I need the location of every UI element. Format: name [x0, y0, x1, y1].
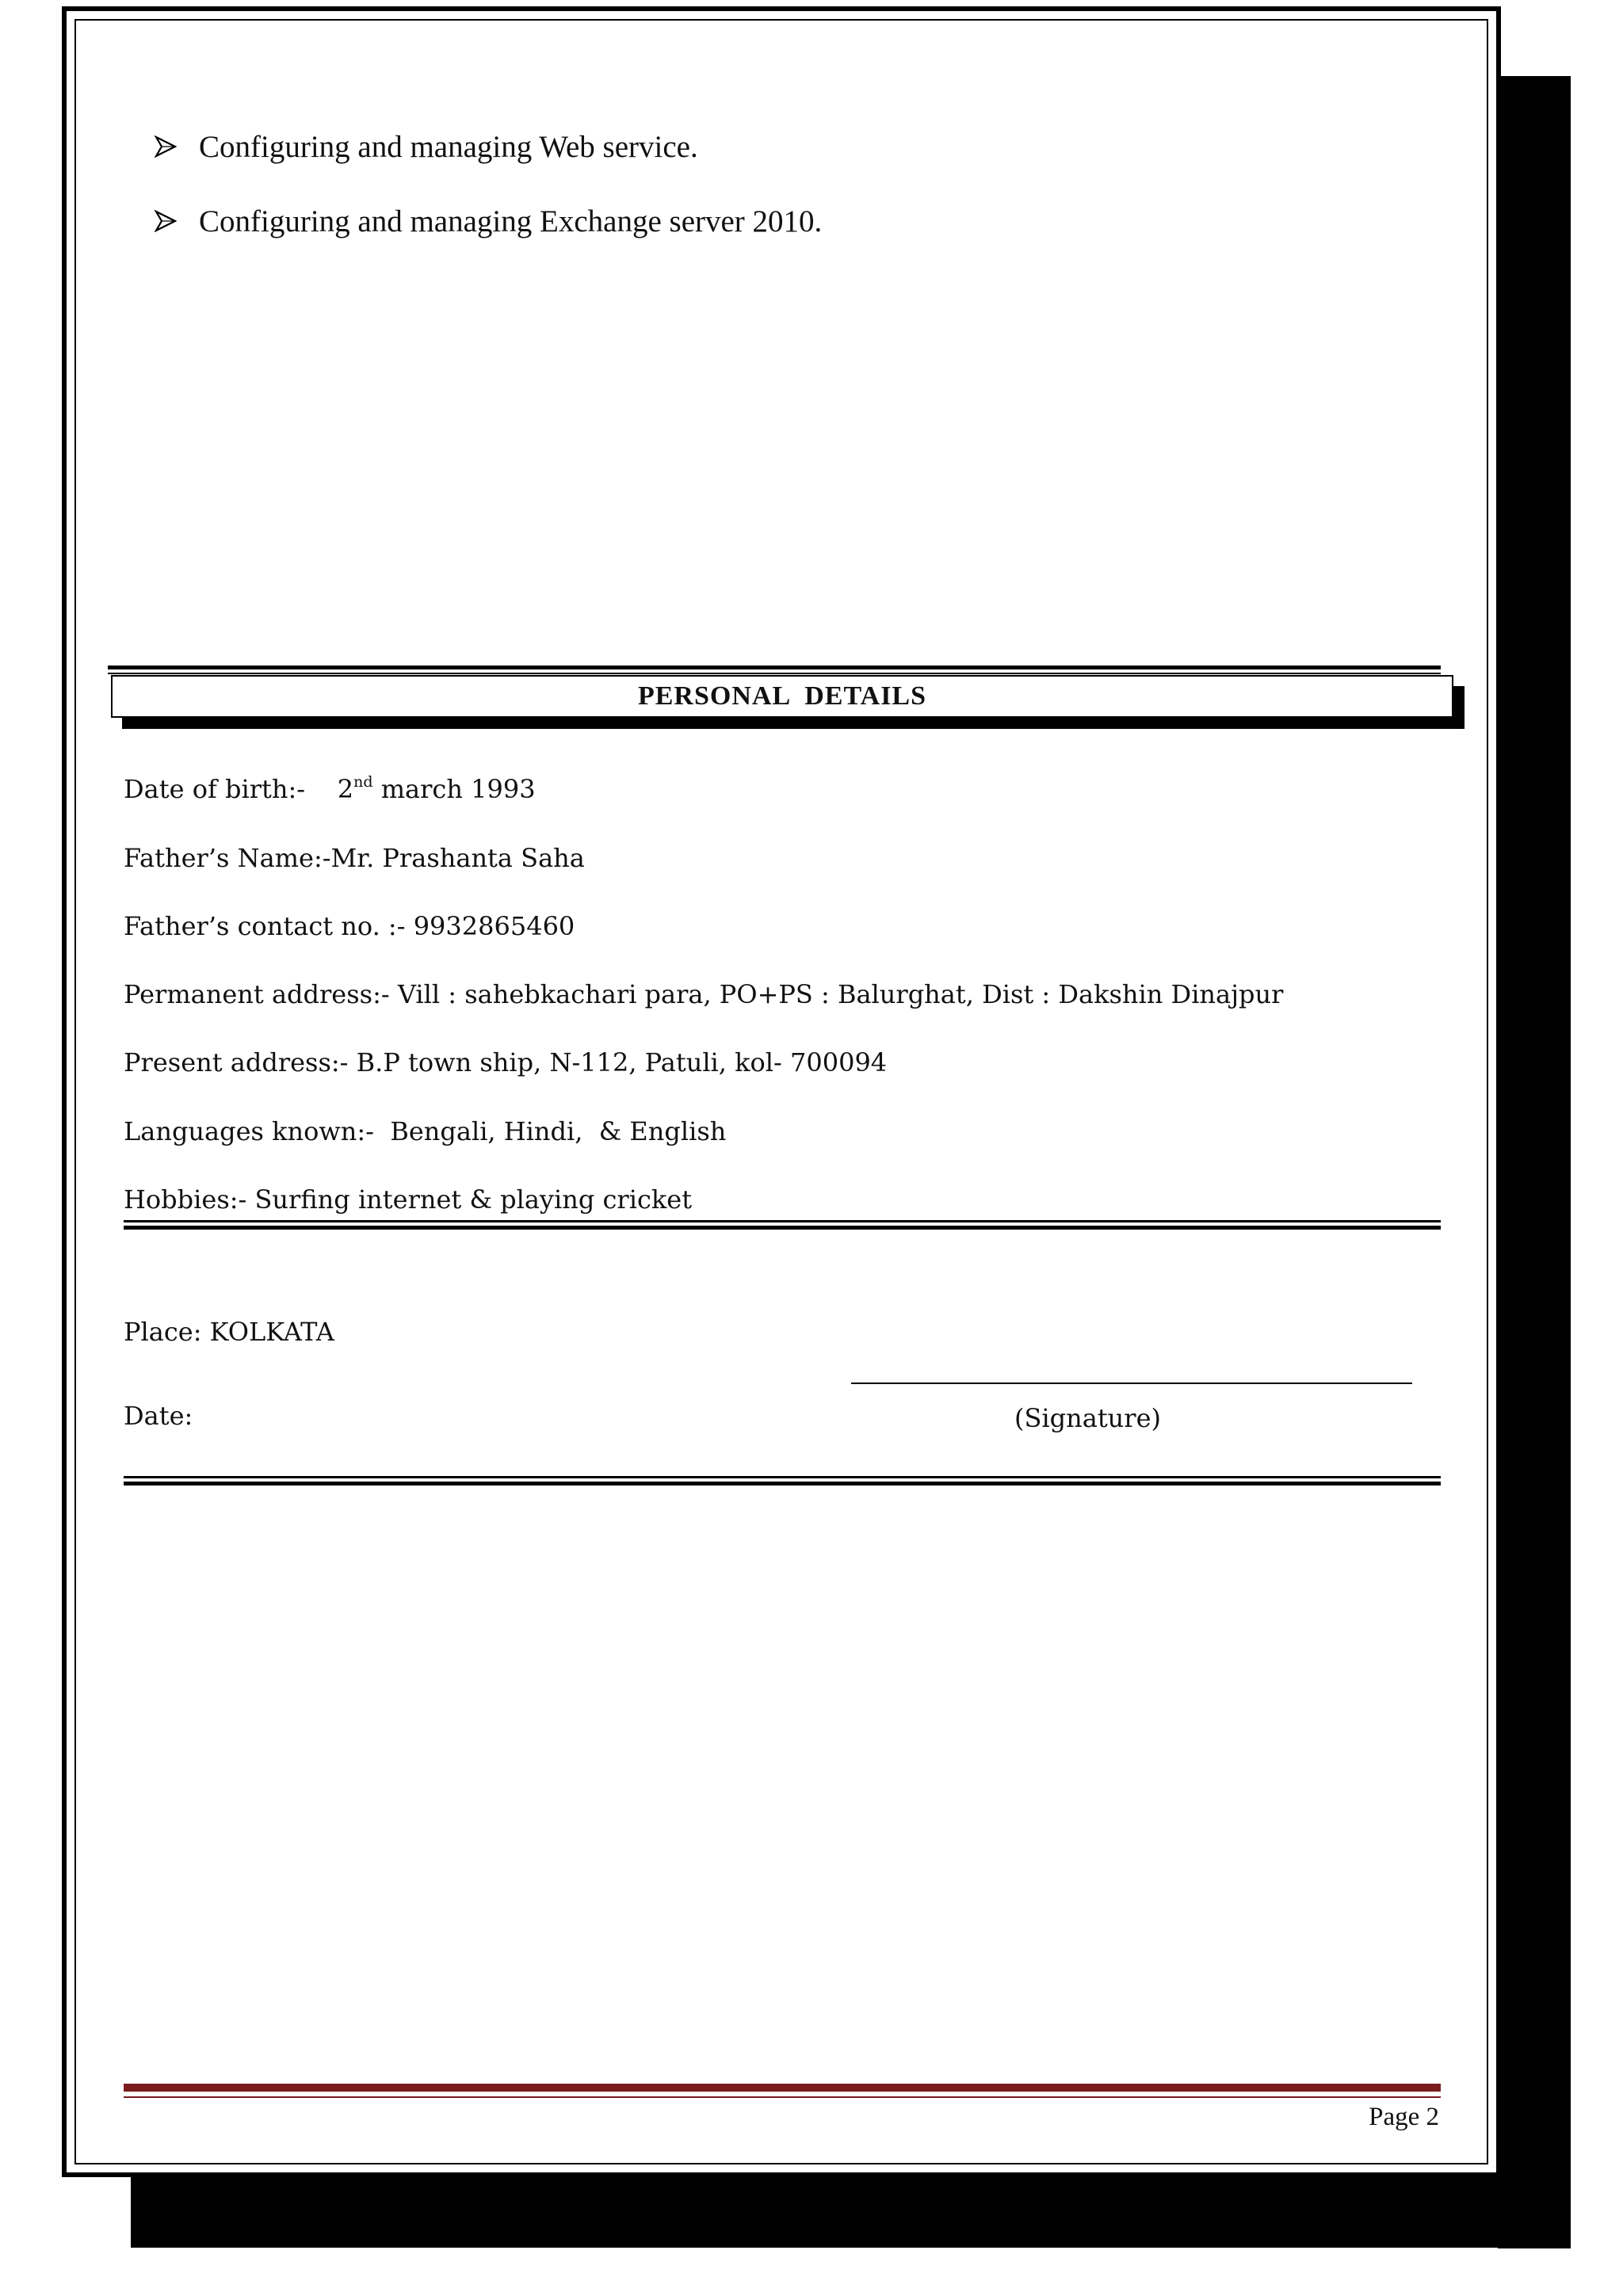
footer-rule-thick	[124, 2084, 1441, 2092]
section-rule-thin	[108, 673, 1441, 674]
father-name: Father’s Name:-Mr. Prashanta Saha	[124, 843, 585, 873]
skills-bullet-list	[155, 127, 822, 276]
arrowhead-bullet-icon	[155, 210, 178, 232]
permanent-address: Permanent address:- Vill : sahebkachari para, PO+PS : Balurghat, Dist : Dakshin Dinajpur	[124, 979, 1284, 1009]
list-item	[155, 127, 822, 166]
signature-line	[851, 1383, 1412, 1384]
section-title: PERSONAL DETAILS	[637, 681, 927, 711]
date-of-birth	[124, 773, 536, 804]
footer-block-rule-thin	[124, 1476, 1441, 1478]
dob-label: Date of birth:- 2	[124, 774, 354, 804]
list-item	[155, 201, 822, 241]
page-shadow-bottom	[131, 2175, 1571, 2248]
section-header	[111, 675, 1453, 718]
father-contact: Father’s contact no. :- 9932865460	[124, 911, 575, 941]
page-number: Page 2	[1369, 2103, 1439, 2131]
footer-block-rule-thick	[124, 1482, 1441, 1486]
dob-ordinal: nd	[353, 773, 373, 791]
section-rule-thick	[108, 666, 1441, 669]
page-shadow-right	[1498, 76, 1571, 2248]
signature-label: (Signature)	[1014, 1403, 1161, 1433]
document-page	[62, 6, 1501, 2177]
hobbies: Hobbies:- Surfing internet & playing cricket	[124, 1184, 693, 1215]
dob-rest: march 1993	[372, 774, 536, 804]
arrowhead-bullet-icon	[155, 135, 178, 158]
page-inner-border	[74, 19, 1488, 2164]
present-address: Present address:- B.P town ship, N-112, Patuli, kol- 700094	[124, 1047, 888, 1077]
footer-rule-thin	[124, 2096, 1441, 2098]
date-field: Date:	[124, 1401, 193, 1431]
place: Place: KOLKATA	[124, 1317, 334, 1347]
languages-known: Languages known:- Bengali, Hindi, & English	[124, 1116, 727, 1146]
details-end-rule-thick	[124, 1226, 1441, 1230]
details-end-rule-thin	[124, 1220, 1441, 1222]
bullet-text: Configuring and managing Exchange server 2010.	[199, 204, 823, 238]
bullet-text: Configuring and managing Web service.	[199, 129, 698, 164]
